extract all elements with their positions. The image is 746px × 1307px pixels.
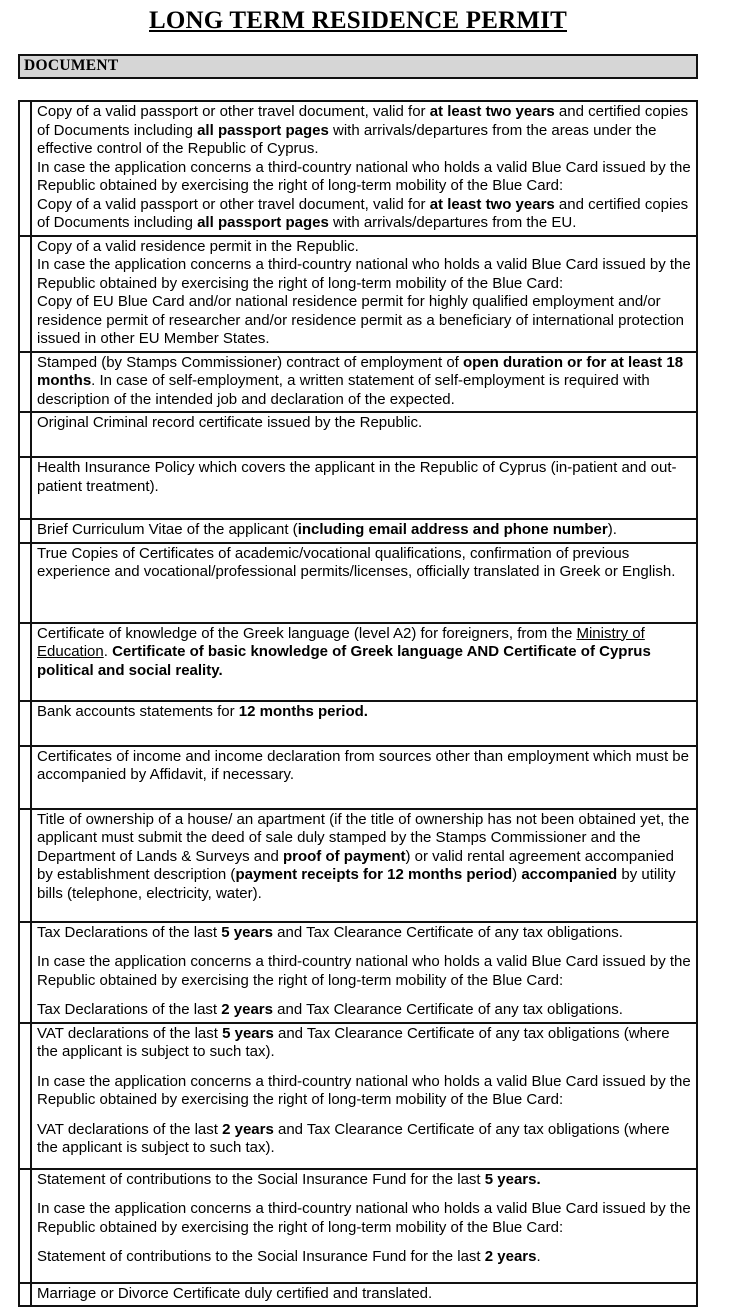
table-row bbox=[19, 809, 697, 922]
text-run: VAT declarations of the last bbox=[37, 1120, 223, 1138]
text-run: and Tax Clearance Certificate of any tax obligations (where the applicant is subject to such tax). bbox=[37, 1120, 670, 1156]
text-run: and certified copies of Documents including bbox=[37, 103, 689, 139]
row-marker-cell bbox=[19, 457, 31, 519]
text-run: with arrivals/departures from the EU. bbox=[328, 214, 577, 231]
text-run: In case the application concerns a third-country national who holds a valid Blue Card issued by the Republic obtained by exercising the right of long-term mobility of the Blue Card: bbox=[37, 1200, 691, 1236]
paragraph bbox=[37, 159, 691, 196]
text-run: . bbox=[536, 1248, 541, 1265]
paragraph bbox=[37, 1200, 691, 1237]
blank-line bbox=[37, 1062, 691, 1073]
text-run: Certificate of basic knowledge of Greek language AND Certificate of Cyprus political and social reality. bbox=[37, 643, 651, 679]
paragraph bbox=[37, 196, 691, 233]
text-run: at least two years bbox=[429, 195, 555, 213]
text-run: Title of ownership of a house/ an apartment (if the title of ownership has not been obtained yet, the applicant must submit the deed of sale duly stamped by the Stamps Commissioner and the Department of Lands & Surveys and bbox=[37, 810, 690, 865]
paragraph bbox=[37, 748, 691, 785]
row-marker-cell bbox=[19, 101, 31, 236]
text-run: 5 years. bbox=[484, 1170, 541, 1188]
table-row bbox=[19, 236, 697, 352]
table-row bbox=[19, 412, 697, 457]
text-run: Stamped (by Stamps Commissioner) contract of employment of bbox=[37, 353, 463, 371]
row-marker-cell bbox=[19, 809, 31, 922]
table-row bbox=[19, 457, 697, 519]
text-run: Copy of a valid residence permit in the Republic. bbox=[37, 237, 359, 255]
paragraph bbox=[37, 459, 691, 496]
paragraph bbox=[37, 545, 691, 582]
paragraph bbox=[37, 238, 691, 257]
text-run: Copy of a valid passport or other travel document, valid for bbox=[37, 103, 430, 120]
page-title: LONG TERM RESIDENCE PERMIT bbox=[149, 7, 567, 34]
row-marker-cell bbox=[19, 623, 31, 701]
document-cell bbox=[31, 543, 697, 623]
text-run: at least two years bbox=[429, 103, 555, 120]
text-run: . In case of self-employment, a written statement of self-employment is required with description of the intended job and declaration of the expected. bbox=[37, 372, 650, 408]
table-row bbox=[19, 746, 697, 809]
text-run: In case the application concerns a third-country national who holds a valid Blue Card issued by the Republic obtained by exercising the right of long-term mobility of the Blue Card: bbox=[37, 158, 691, 194]
paragraph bbox=[37, 1171, 691, 1190]
row-marker-cell bbox=[19, 701, 31, 746]
paragraph bbox=[37, 103, 691, 159]
text-run: and Tax Clearance Certificate of any tax obligations. bbox=[272, 1001, 623, 1018]
document-cell bbox=[31, 101, 697, 236]
text-run: 5 years bbox=[222, 1024, 274, 1042]
document-cell bbox=[31, 352, 697, 413]
document-cell bbox=[31, 809, 697, 922]
text-run: Statement of contributions to the Social Insurance Fund for the last bbox=[37, 1170, 485, 1188]
document-cell bbox=[31, 412, 697, 457]
text-run: and Tax Clearance Certificate of any tax obligations. bbox=[272, 923, 623, 941]
text-run: Certificate of knowledge of the Greek language (level A2) for foreigners, from the bbox=[37, 624, 577, 642]
paragraph bbox=[37, 1121, 691, 1158]
paragraph bbox=[37, 256, 691, 293]
paragraph bbox=[37, 354, 691, 410]
text-run: Tax Declarations of the last bbox=[37, 923, 222, 941]
document-cell bbox=[31, 701, 697, 746]
row-marker-cell bbox=[19, 352, 31, 413]
text-run: Original Criminal record certificate issued by the Republic. bbox=[37, 414, 423, 431]
document-cell bbox=[31, 623, 697, 701]
document-cell bbox=[31, 519, 697, 543]
text-run: by utility bills (telephone, electricity, water). bbox=[37, 866, 676, 902]
paragraph bbox=[37, 703, 691, 722]
text-run: Brief Curriculum Vitae of the applicant ( bbox=[37, 521, 298, 538]
text-run: In case the application concerns a third-country national who holds a valid Blue Card issued by the Republic obtained by exercising the right of long-term mobility of the Blue Card: bbox=[37, 256, 691, 292]
table-row bbox=[19, 543, 697, 623]
blank-line bbox=[37, 1237, 691, 1248]
text-run: Marriage or Divorce Certificate duly certified and translated. bbox=[37, 1284, 433, 1302]
document-table-body bbox=[19, 101, 697, 1306]
paragraph bbox=[37, 924, 691, 943]
paragraph bbox=[37, 1285, 691, 1304]
table-row bbox=[19, 922, 697, 1023]
row-marker-cell bbox=[19, 1169, 31, 1283]
text-run: ). bbox=[607, 521, 617, 538]
text-run: Statement of contributions to the Social Insurance Fund for the last bbox=[37, 1248, 485, 1265]
paragraph bbox=[37, 293, 691, 349]
paragraph bbox=[37, 1001, 691, 1020]
text-run: and Tax Clearance Certificate of any tax obligations (where the applicant is subject to such tax). bbox=[37, 1024, 670, 1060]
paragraph bbox=[37, 1248, 691, 1267]
row-marker-cell bbox=[19, 1283, 31, 1307]
document-cell bbox=[31, 1283, 697, 1307]
text-run: ) bbox=[512, 866, 522, 883]
text-run: proof of payment bbox=[282, 847, 406, 865]
table-row bbox=[19, 701, 697, 746]
blank-line bbox=[37, 990, 691, 1001]
text-run: 2 years bbox=[221, 1001, 273, 1018]
row-marker-cell bbox=[19, 236, 31, 352]
row-marker-cell bbox=[19, 746, 31, 809]
paragraph bbox=[37, 811, 691, 904]
text-run: True Copies of Certificates of academic/vocational qualifications, confirmation of previous experience and vocational/professional permits/licenses, officially translated in Greek or English. bbox=[37, 544, 676, 580]
table-row bbox=[19, 1283, 697, 1307]
text-run: Certificates of income and income declaration from sources other than employment which must be accompanied by Affidavit, if necessary. bbox=[37, 747, 689, 783]
table-row bbox=[19, 519, 697, 543]
text-run: and certified copies of Documents including bbox=[37, 195, 689, 231]
blank-line bbox=[37, 1110, 691, 1121]
paragraph bbox=[37, 1025, 691, 1062]
paragraph bbox=[37, 953, 691, 990]
table-row bbox=[19, 101, 697, 236]
text-run: Copy of a valid passport or other travel document, valid for bbox=[37, 195, 430, 213]
table-row bbox=[19, 1023, 697, 1169]
document-cell bbox=[31, 746, 697, 809]
row-marker-cell bbox=[19, 519, 31, 543]
paragraph bbox=[37, 1073, 691, 1110]
paragraph bbox=[37, 625, 691, 681]
text-run: 5 years bbox=[221, 923, 273, 941]
table-row bbox=[19, 1169, 697, 1283]
text-run: accompanied bbox=[521, 866, 618, 883]
table-row bbox=[19, 623, 697, 701]
text-run: all passport pages bbox=[197, 214, 329, 231]
text-run: Health Insurance Policy which covers the applicant in the Republic of Cyprus (in-patient and out-patient treatment). bbox=[37, 459, 677, 495]
text-run: with arrivals/departures from the areas under the effective control of the Republic of Cyprus. bbox=[37, 121, 657, 157]
row-marker-cell bbox=[19, 1023, 31, 1169]
text-run: Copy of EU Blue Card and/or national residence permit for highly qualified employment and/or residence permit of researcher and/or residence permit as a beneficiary of international protection issued in other EU Member States. bbox=[37, 293, 685, 347]
row-marker-cell bbox=[19, 412, 31, 457]
text-run: In case the application concerns a third-country national who holds a valid Blue Card issued by the Republic obtained by exercising the right of long-term mobility of the Blue Card: bbox=[37, 953, 691, 989]
text-run: Tax Declarations of the last bbox=[37, 1001, 222, 1018]
text-run: ) or valid rental agreement accompanied by establishment description ( bbox=[37, 847, 674, 883]
document-section-header: DOCUMENT bbox=[18, 54, 698, 79]
text-run: In case the application concerns a third-country national who holds a valid Blue Card issued by the Republic obtained by exercising the right of long-term mobility of the Blue Card: bbox=[37, 1072, 691, 1108]
text-run: open duration or for at least 18 months bbox=[37, 353, 684, 389]
text-run: 12 months period. bbox=[238, 702, 368, 720]
document-cell bbox=[31, 236, 697, 352]
text-run: . bbox=[103, 643, 113, 660]
text-run: all passport pages bbox=[197, 121, 329, 139]
table-row bbox=[19, 352, 697, 413]
document-cell bbox=[31, 1023, 697, 1169]
paragraph bbox=[37, 414, 691, 433]
text-run: VAT declarations of the last bbox=[37, 1024, 223, 1042]
paragraph bbox=[37, 521, 691, 540]
text-run: 2 years bbox=[222, 1120, 274, 1138]
row-marker-cell bbox=[19, 543, 31, 623]
text-run: Bank accounts statements for bbox=[37, 702, 239, 720]
document-cell bbox=[31, 922, 697, 1023]
text-run: payment receipts for 12 months period bbox=[235, 866, 513, 883]
document-cell bbox=[31, 1169, 697, 1283]
document-cell bbox=[31, 457, 697, 519]
requirements-table bbox=[18, 100, 698, 1307]
row-marker-cell bbox=[19, 922, 31, 1023]
text-run: including email address and phone number bbox=[297, 521, 608, 538]
blank-line bbox=[37, 1189, 691, 1200]
text-run: Ministry of Education bbox=[37, 624, 645, 660]
text-run: 2 years bbox=[484, 1248, 537, 1265]
blank-line bbox=[37, 942, 691, 953]
